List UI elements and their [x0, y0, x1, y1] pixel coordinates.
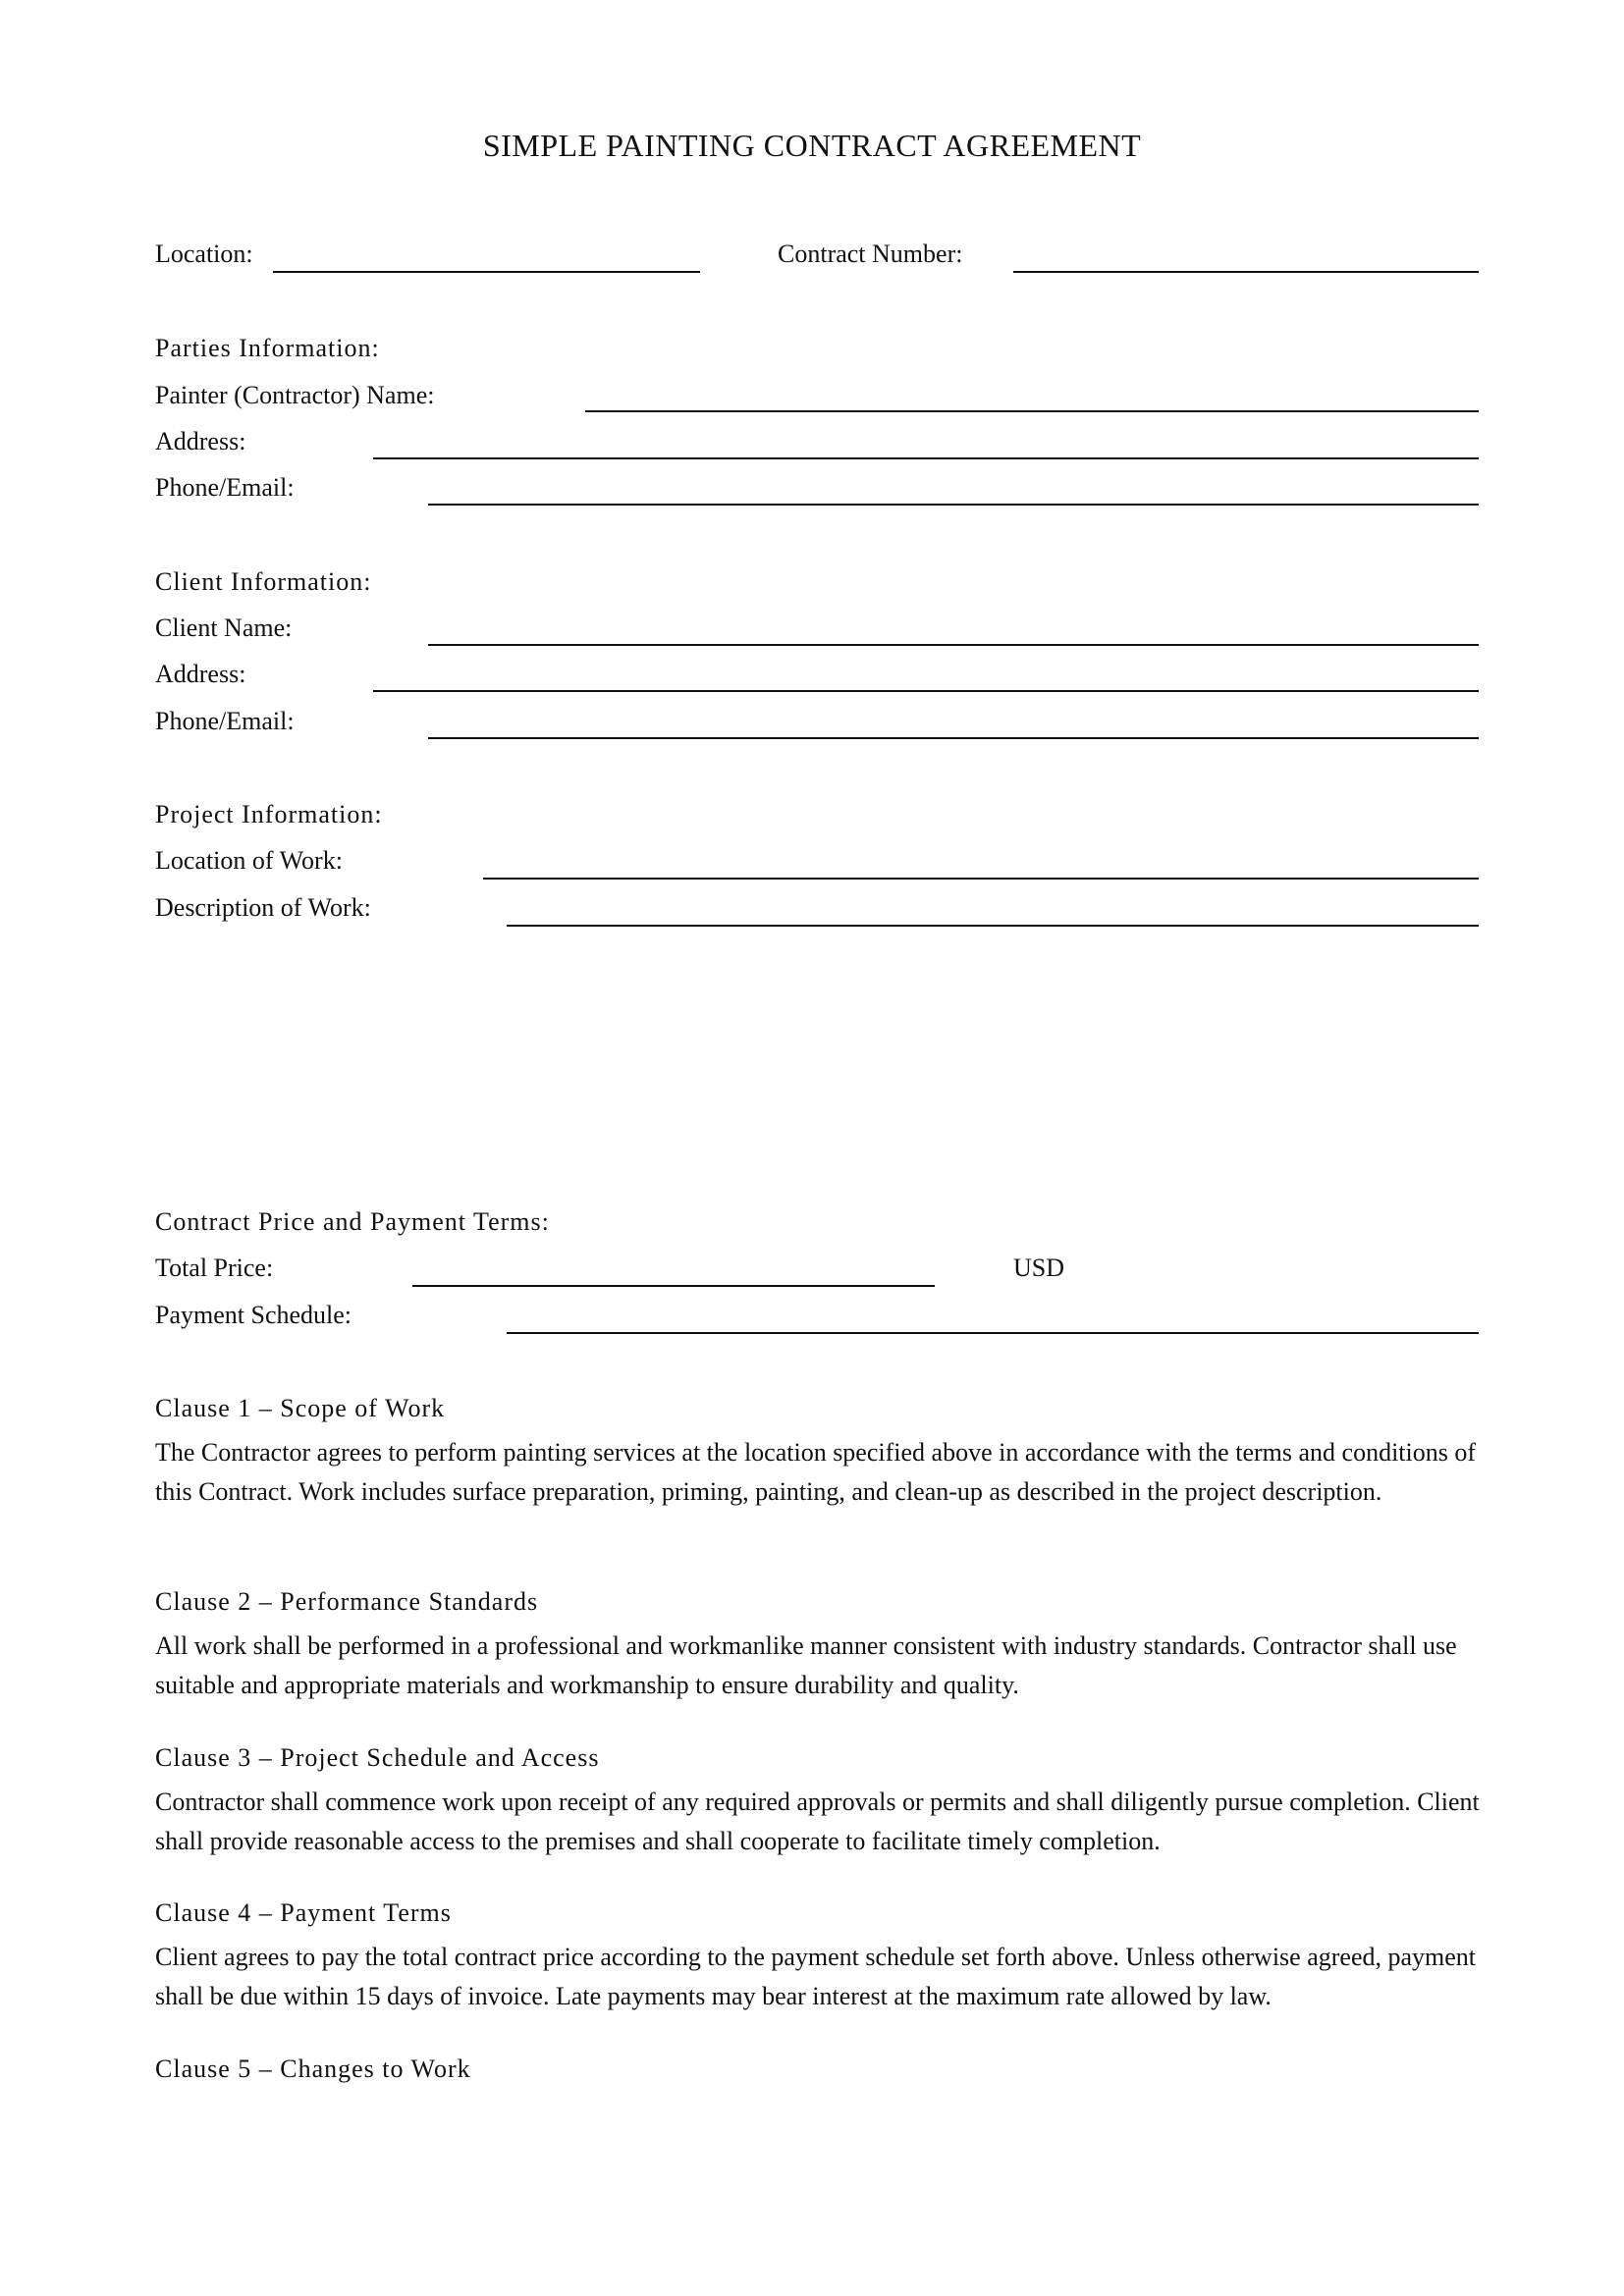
painter-name-label: Painter (Contractor) Name: [155, 381, 435, 409]
location-label: Location: [155, 240, 253, 268]
project-heading: Project Information: [155, 800, 383, 828]
client-phone-email-label: Phone/Email: [155, 707, 295, 735]
client-name-label: Client Name: [155, 614, 293, 642]
clause-title: Clause 1 – Scope of Work [155, 1394, 446, 1422]
clause-body: The Contractor agrees to perform painting services at the location specified above in accordance with the terms and conditions of this Contract. Work includes surface preparation, priming, painting, and clean-up as described in the project description. [155, 1438, 1477, 1506]
clause-title: Clause 2 – Performance Standards [155, 1587, 539, 1616]
contract-number-field[interactable] [1013, 271, 1479, 273]
currency-label: USD [1013, 1254, 1065, 1282]
contract-number-label: Contract Number: [778, 240, 963, 268]
painter-phone-email-label: Phone/Email: [155, 473, 295, 502]
location-field[interactable] [273, 271, 700, 273]
painter-address-label: Address: [155, 427, 246, 455]
work-location-label: Location of Work: [155, 846, 343, 875]
parties-heading: Parties Information: [155, 334, 380, 362]
client-heading: Client Information: [155, 567, 372, 596]
total-price-field[interactable] [412, 1285, 935, 1287]
painter-phone-email-field[interactable] [428, 504, 1479, 506]
client-address-label: Address: [155, 660, 246, 688]
clause-title: Clause 4 – Payment Terms [155, 1898, 452, 1927]
clause-body: Contractor shall commence work upon receipt of any required approvals or permits and shall diligently pursue completion. Client shall provide reasonable access to the premises and shall cooperate to facilitate timely completion. [155, 1788, 1480, 1855]
client-phone-email-field[interactable] [428, 737, 1479, 739]
work-description-label: Description of Work: [155, 893, 371, 922]
work-location-field[interactable] [483, 878, 1479, 880]
clause-title: Clause 3 – Project Schedule and Access [155, 1743, 600, 1772]
clause-body: Client agrees to pay the total contract price according to the payment schedule set forth above. Unless otherwise agreed, payment shall be due within 15 days of invoice. Late payments may bear interest at the maximum rate allowed by law. [155, 1943, 1477, 2010]
painter-name-field[interactable] [585, 410, 1479, 412]
clause-body: All work shall be performed in a professional and workmanlike manner consistent with industry standards. Contractor shall use suitable and appropriate materials and workmanship to ensure durability and quality. [155, 1631, 1457, 1699]
document-title: SIMPLE PAINTING CONTRACT AGREEMENT [482, 128, 1142, 163]
work-description-field[interactable] [507, 925, 1479, 927]
client-name-field[interactable] [428, 644, 1479, 646]
payment-schedule-field[interactable] [507, 1332, 1479, 1334]
total-price-label: Total Price: [155, 1254, 274, 1282]
payment-schedule-label: Payment Schedule: [155, 1301, 352, 1329]
client-address-field[interactable] [373, 690, 1479, 692]
price-heading: Contract Price and Payment Terms: [155, 1207, 550, 1236]
clause-title: Clause 5 – Changes to Work [155, 2055, 471, 2083]
painter-address-field[interactable] [373, 457, 1479, 459]
